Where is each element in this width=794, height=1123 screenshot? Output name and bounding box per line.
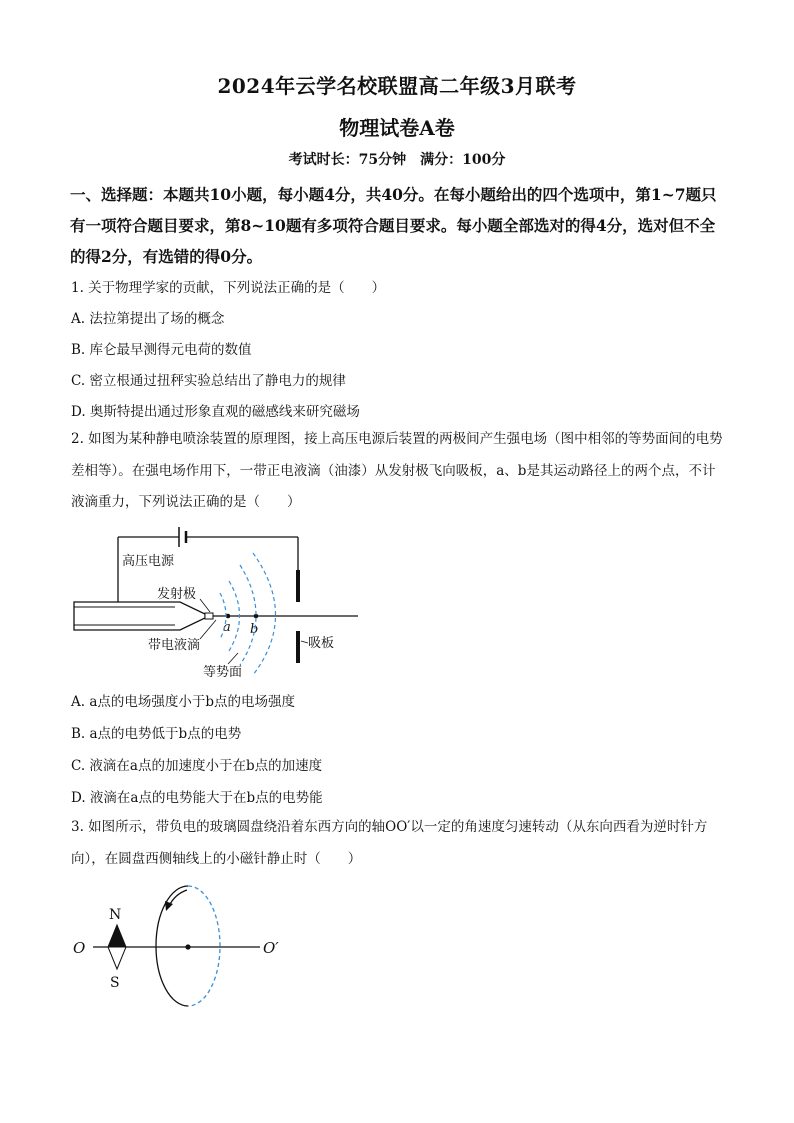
section-heading: 一、选择题：本题共10小题，每小题4分，共40分。在每小题给出的四个选项中，第1~7题只有一项符合题目要求，第8~10题有多项符合题目要求。每小题全部选对的得4分，选对但不全的得2分，有选错的得0分。 [70,185,717,266]
q2-stem: 2. 如图为某种静电喷涂装置的原理图，接上高压电源后装置的两极间产生强电场（图中相邻的等势面间的电势差相等）。在强电场作用下，一带正电液滴（油漆）从发射极飞向吸板，a、b是其运动路径上的两个点，不计液滴重力，下列说法正确的是（ ） [71,431,723,510]
q1-option-b: B. 库仑最早测得元电荷的数值 [71,342,252,358]
needle-south-label: S [110,975,120,991]
needle-south-half [108,947,126,969]
q3-figure-rotating-disk [65,880,305,1020]
q2-option-c: C. 液滴在a点的加速度小于在b点的加速度 [71,758,323,774]
q2-option-a: A. a点的电场强度小于b点的电场强度 [71,694,296,710]
equipotential-label: 等势面 [203,665,243,680]
power-supply-label: 高压电源 [122,554,175,569]
exam-title: 2024年云学名校联盟高二年级3月联考 [217,74,577,98]
point-a-label: a [223,620,231,635]
disk-center [185,944,190,949]
needle-north-label: N [109,907,122,923]
q1-stem: 1. 关于物理学家的贡献，下列说法正确的是（ ） [71,280,386,296]
collector-plate-lower [296,631,300,663]
collector-plate-upper [296,570,300,602]
collector-plate-label: 吸板 [308,636,335,651]
q3-stem: 3. 如图所示，带负电的玻璃圆盘绕沿着东西方向的轴OO′以一定的角速度匀速转动（从东向西看为逆时针方向），在圆盘西侧轴线上的小磁针静止时（ ） [71,819,708,867]
disk-back-edge [188,886,220,1006]
q1-option-d: D. 奥斯特提出通过形象直观的磁感线来研究磁场 [71,404,360,420]
q1-option-c: C. 密立根通过扭秤实验总结出了静电力的规律 [71,373,346,389]
q1-option-a: A. 法拉第提出了场的概念 [71,311,225,327]
emitter-body [74,602,205,630]
axis-label-O: O [73,939,86,957]
axis-label-O-prime: O′ [263,939,279,957]
q2-option-b: B. a点的电势低于b点的电势 [71,726,242,742]
emitter-tip [205,613,213,619]
needle-north-half [108,925,126,947]
q2-option-d: D. 液滴在a点的电势能大于在b点的电势能 [71,790,323,806]
droplet-label: 带电液滴 [148,638,201,653]
emitter-label: 发射极 [157,587,197,602]
q2-figure-electrostatic-sprayer [60,515,360,685]
exam-subtitle: 物理试卷A卷 [339,116,455,140]
equipotential-arc-3 [240,565,259,665]
exam-meta: 考试时长：75分钟 满分：100分 [288,152,506,168]
rotation-arrowhead [165,901,173,911]
point-b-label: b [250,622,259,637]
